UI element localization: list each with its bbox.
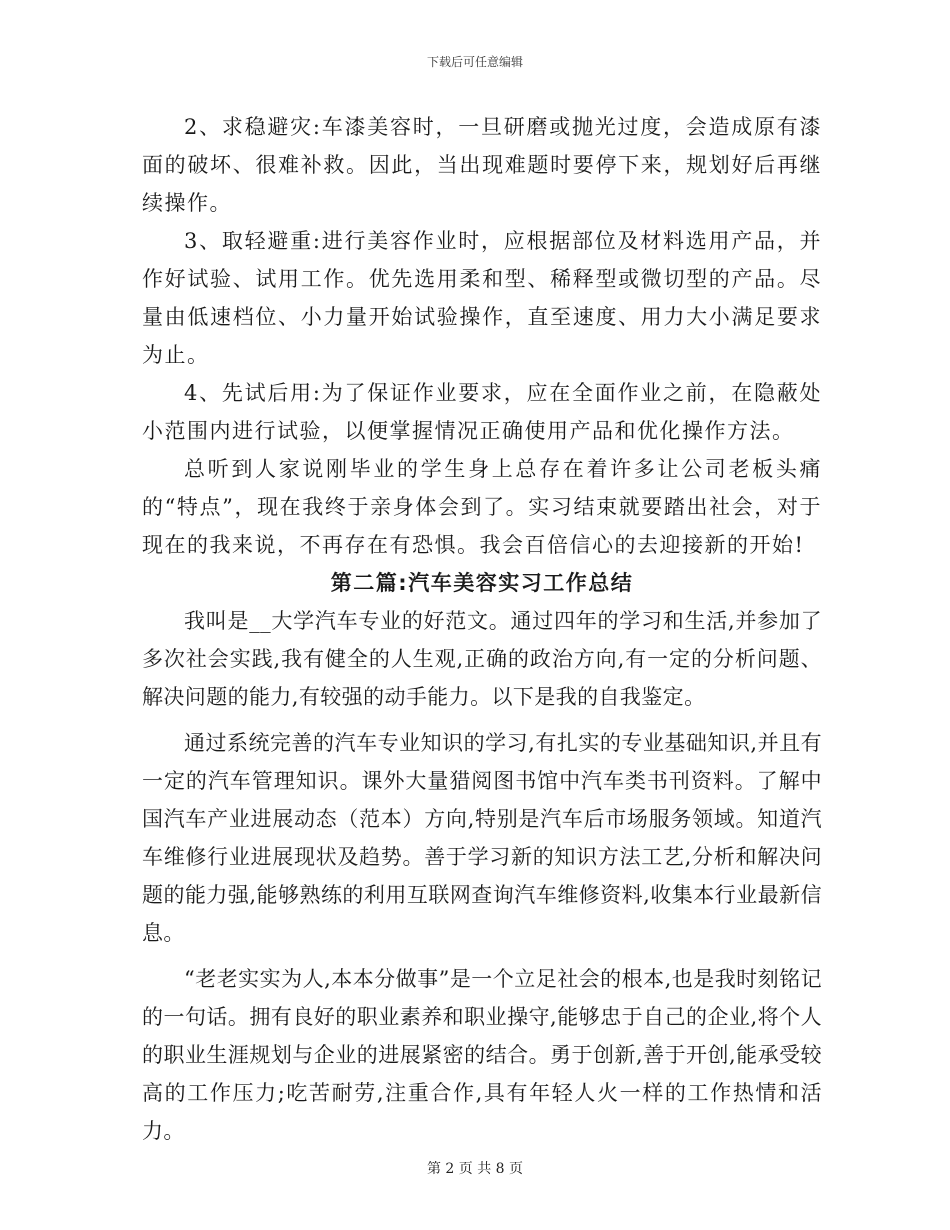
paragraph-closing: 总听到人家说刚毕业的学生身上总存在着许多让公司老板头痛的“特点”，现在我终于亲身体会到了。实习结束就要踏出社会，对于现在的我来说，不再存在有恐惧。我会百倍信心的去迎接新的开始!: [142, 457, 822, 557]
document-body: [142, 108, 822, 1150]
section-title: 第二篇:汽车美容实习工作总结: [330, 571, 634, 595]
paragraph-intro: 我叫是__大学汽车专业的好范文。通过四年的学习和生活,并参加了多次社会实践,我有健全的人生观,正确的政治方向,有一定的分析问题、解决问题的能力,有较强的动手能力。以下是我的自我鉴定。: [142, 609, 822, 709]
paragraph-step-3: 3、取轻避重:进行美容作业时，应根据部位及材料选用产品，并作好试验、试用工作。优先选用柔和型、稀释型或微切型的产品。尽量由低速档位、小力量开始试验操作，直至速度、用力大小满足要求为止。: [142, 229, 822, 367]
paragraph-character: “老老实实为人,本本分做事”是一个立足社会的根本,也是我时刻铭记的一句话。拥有良好的职业素养和职业操守,能够忠于自己的企业,将个人的职业生涯规划与企业的进展紧密的结合。勇于创新,善于开创,能承受较高的工作压力;吃苦耐劳,注重合作,具有年轻人火一样的工作热情和活力。: [142, 967, 822, 1143]
paragraph-step-2: 2、求稳避灾:车漆美容时，一旦研磨或抛光过度，会造成原有漆面的破坏、很难补救。因此，当出现难题时要停下来，规划好后再继续操作。: [142, 115, 822, 215]
page-header-note: 下载后可任意编辑: [426, 55, 523, 69]
paragraph-knowledge: 通过系统完善的汽车专业知识的学习,有扎实的专业基础知识,并且有一定的汽车管理知识。课外大量猎阅图书馆中汽车类书刊资料。了解中国汽车产业进展动态（范本）方向,特别是汽车后市场服务领域。知道汽车维修行业进展现状及趋势。善于学习新的知识方法工艺,分析和解决问题的能力强,能够熟练的利用互联网查询汽车维修资料,收集本行业最新信息。: [142, 731, 822, 945]
page-footer-pagination: 第 2 页 共 8 页: [426, 1161, 524, 1177]
paragraph-step-4: 4、先试后用:为了保证作业要求，应在全面作业之前，在隐蔽处小范围内进行试验，以便掌握情况正确使用产品和优化操作方法。: [142, 381, 822, 443]
